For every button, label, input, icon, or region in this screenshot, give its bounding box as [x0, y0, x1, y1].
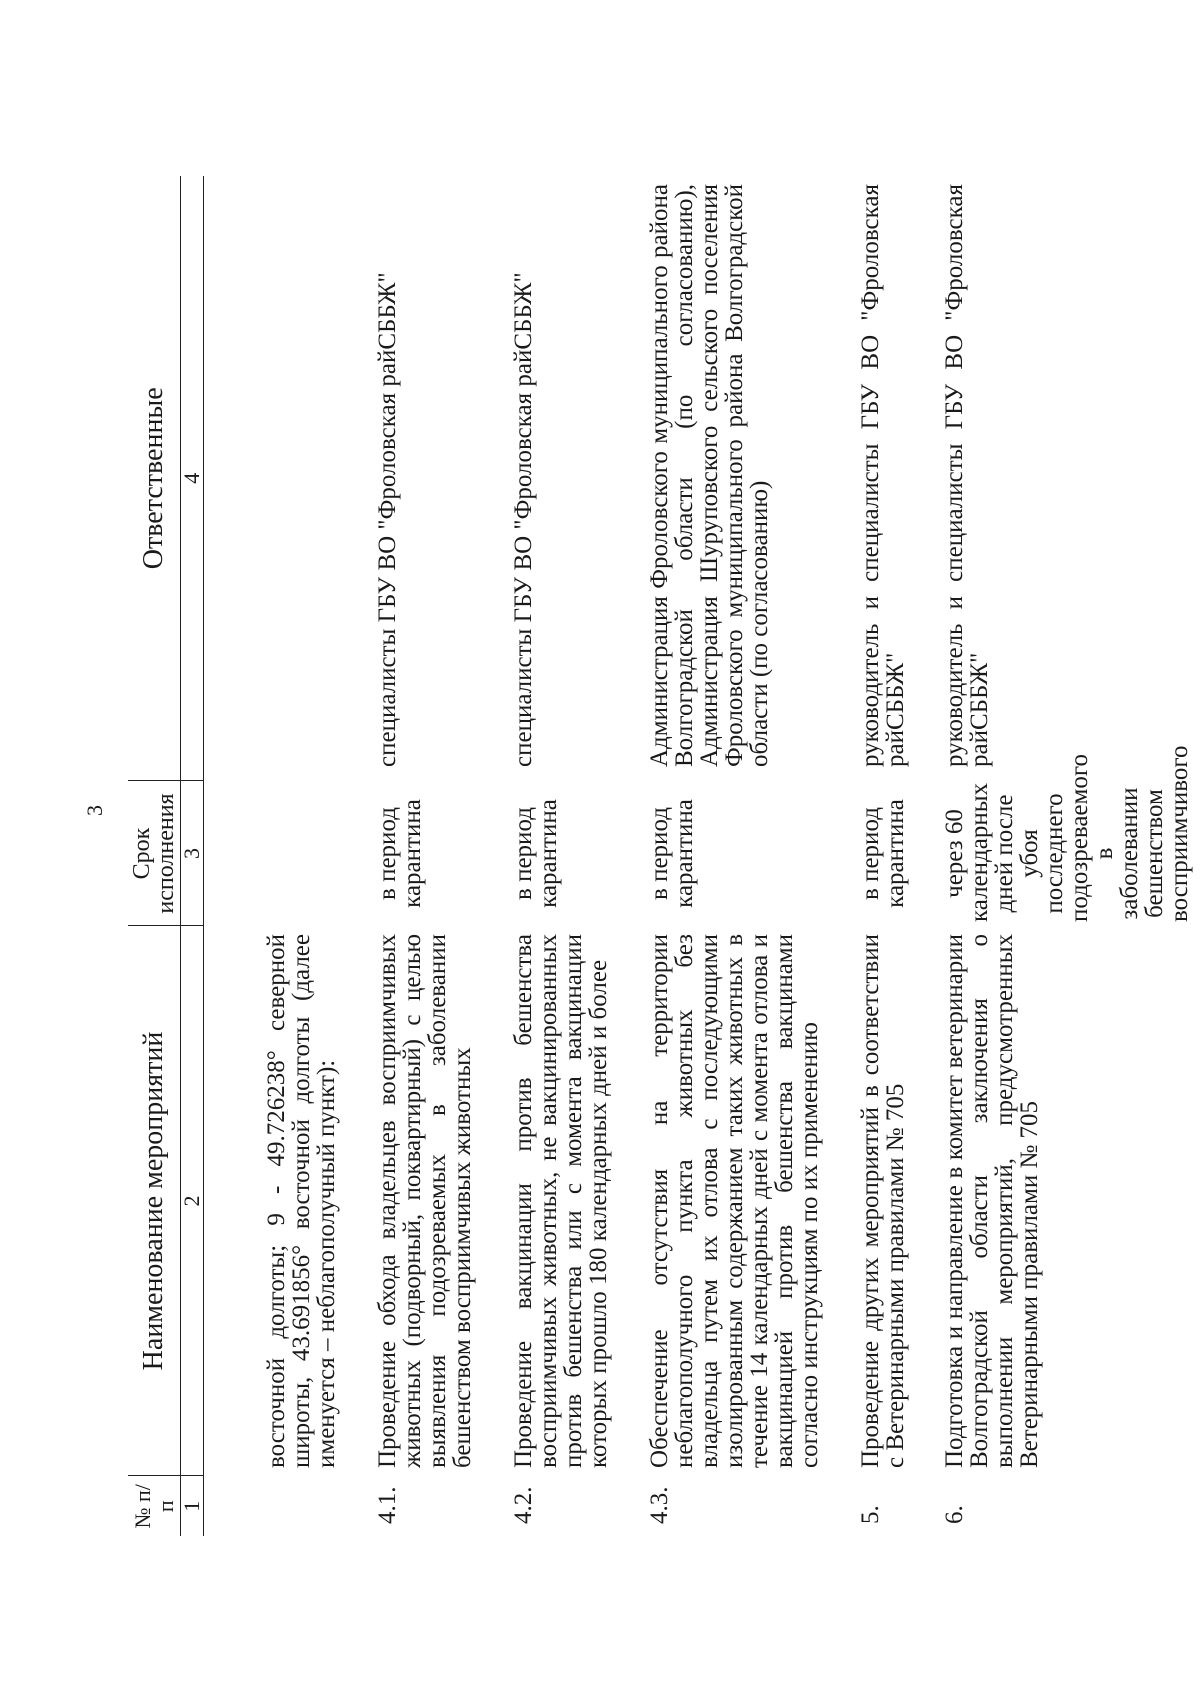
measure-name-cell: Проведение обхода владельцев восприимчивых животных (подворный, поквартирный) с целью выявления подозреваемых в заболевании бешенством восприимчивых животных — [374, 934, 476, 1468]
measure-name-cell: Проведение других мероприятий в соответствии с Ветеринарными правилами № 705 — [857, 934, 909, 1468]
responsible-cell: руководитель и специалисты ГБУ ВО "Фроловская райСББЖ" — [857, 184, 909, 767]
term-cell: в период карантина — [374, 799, 426, 908]
page-number: 3 — [82, 805, 107, 816]
header-number: № п/п — [129, 1484, 178, 1529]
measure-name-cell: восточной долготы; 9 - 49.726238° северной широты, 43.691856° восточной долготы (далее именуется – неблагополучный пункт): — [263, 934, 340, 1468]
column-number: 3 — [181, 781, 204, 926]
header-name: Наименование мероприятий — [128, 926, 181, 1476]
column-number: 4 — [181, 176, 204, 781]
header-responsible: Ответственные — [128, 176, 181, 781]
term-cell — [204, 781, 340, 926]
table-header-row — [128, 176, 181, 1536]
measure-name-cell: Подготовка и направление в комитет ветеринарии Волгоградской области заключения о выполнении мероприятий, предусмотренных Ветеринарными правилами № 705 — [941, 934, 1043, 1468]
measures-table — [128, 176, 1192, 1536]
responsible-cell: специалисты ГБУ ВО "Фроловская райСББЖ" — [510, 272, 537, 767]
table-row — [339, 176, 475, 1536]
table-row — [475, 176, 611, 1536]
table-row — [822, 176, 908, 1536]
term-cell: через 60 календарных дней после убоя последнего подозреваемого в заболевании бешенством восприимчивого — [941, 745, 1193, 922]
row-number-cell: 4.3. — [646, 1486, 673, 1524]
table-row-continuation — [204, 176, 340, 1536]
row-number-cell: 4.1. — [374, 1486, 401, 1524]
responsible-cell: руководитель и специалисты ГБУ ВО "Фроловская райСББЖ" — [941, 184, 993, 767]
measure-name-cell: Обеспечение отсутствия на территории неблагополучного пункта животных без владельца путем их отлова с последующими изолированным содержанием таких животных в течение 14 календарных дней с момента отлова и вакцинацией против бешенства вакцинами согласно инструкциям по их применению — [646, 934, 823, 1468]
term-cell: в период карантина — [646, 799, 698, 908]
table-row — [908, 176, 1192, 1536]
column-number-row — [181, 176, 204, 1536]
responsible-cell: специалисты ГБУ ВО "Фроловская райСББЖ" — [374, 272, 401, 767]
column-number: 1 — [181, 1476, 204, 1536]
table-row — [611, 176, 822, 1536]
term-cell: в период карантина — [510, 799, 562, 908]
row-number-cell: 5. — [857, 1505, 884, 1524]
row-number-cell — [204, 1476, 340, 1536]
responsible-cell: Администрация Фроловского муниципального района Волгоградской области (по согласованию), Администрация Шуруповского сельского поселения Фроловского муниципального района Волгоградской области (по согласованию) — [646, 184, 773, 767]
row-number-cell: 4.2. — [510, 1486, 537, 1524]
responsible-cell — [204, 176, 340, 781]
term-cell: в период карантина — [857, 799, 909, 908]
header-term: Срок исполнения — [128, 781, 181, 926]
measure-name-cell: Проведение вакцинации против бешенства восприимчивых животных, не вакцинированных против бешенства или с момента вакцинации которых прошло 180 календарных дней и более — [510, 934, 612, 1468]
row-number-cell: 6. — [941, 1505, 968, 1524]
column-number: 2 — [181, 926, 204, 1476]
